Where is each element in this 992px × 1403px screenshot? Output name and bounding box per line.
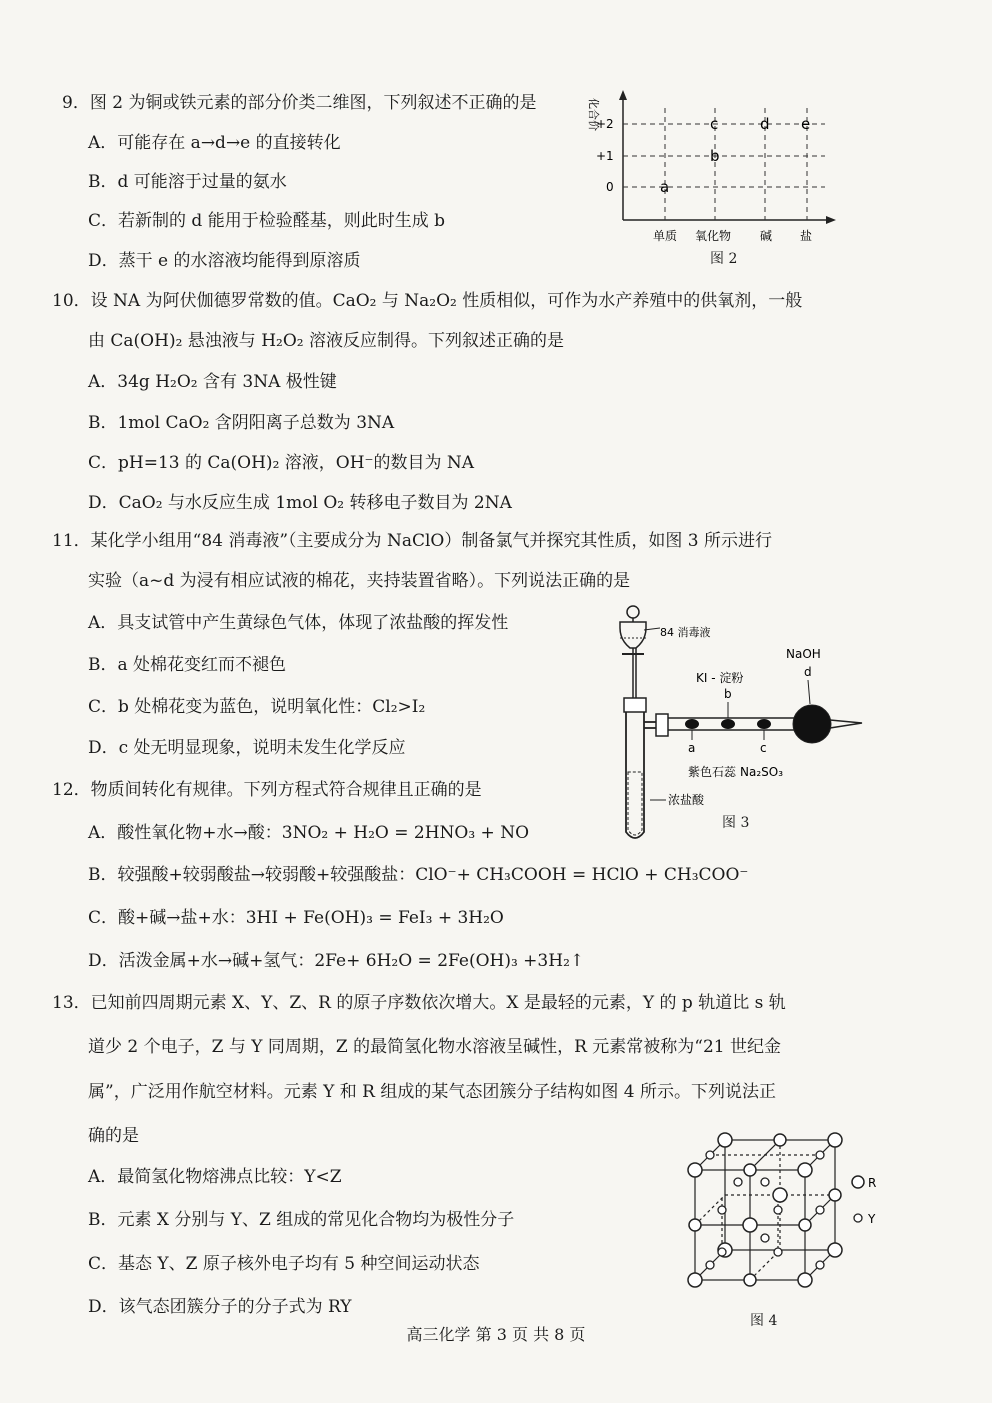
fig3-cotton-c xyxy=(757,719,771,729)
q9-option-a: A．可能存在 a→d→e 的直接转化 xyxy=(88,133,341,153)
fig3-label-na2so3: Na₂SO₃ xyxy=(740,765,784,779)
fig2-y-tick-0: 0 xyxy=(606,180,614,194)
fig2-y-axis-label: 化合价 xyxy=(587,98,600,131)
q13-option-a: A．最简氢化物熔沸点比较：Y<Z xyxy=(88,1167,342,1187)
q10-option-c: C．pH=13 的 Ca(OH)₂ 溶液，OH⁻的数目为 NA xyxy=(88,453,475,473)
figure-3-caption: 图 3 xyxy=(722,815,750,831)
fig2-x-tick-oxide: 氧化物 xyxy=(695,229,732,243)
fig2-point-e: e xyxy=(801,115,811,133)
q12-stem: 12．物质间转化有规律。下列方程式符合规律且正确的是 xyxy=(52,780,482,800)
fig3-label-a: a xyxy=(688,741,696,755)
q12-option-a: A．酸性氧化物+水→酸：3NO₂ + H₂O = 2HNO₃ + NO xyxy=(88,823,530,843)
fig3-label-ki: KI - 淀粉 xyxy=(696,671,744,685)
fig3-label-litmus: 紫色石蕊 xyxy=(688,765,737,779)
q9-option-c: C．若新制的 d 能用于检验醛基，则此时生成 b xyxy=(88,211,445,231)
fig4-legend-r: R xyxy=(868,1176,877,1190)
q12-option-d: D．活泼金属+水→碱+氢气：2Fe+ 6H₂O = 2Fe(OH)₃ +3H₂↑ xyxy=(88,951,585,971)
q13-option-c: C．基态 Y、Z 原子核外电子均有 5 种空间运动状态 xyxy=(88,1254,480,1274)
fig2-point-c: c xyxy=(710,115,719,133)
figure-4-cluster-structure xyxy=(680,1130,900,1305)
fig3-label-naoh: NaOH xyxy=(786,647,821,661)
q11-stem-line-1: 11．某化学小组用“84 消毒液”（主要成分为 NaClO）制备氯气并探究其性质，如图 3 所示进行 xyxy=(52,531,772,551)
q10-stem-line-2: 由 Ca(OH)₂ 悬浊液与 H₂O₂ 溶液反应制得。下列叙述正确的是 xyxy=(88,331,564,351)
fig3-label-c: c xyxy=(760,741,767,755)
q13-stem-line-2: 道少 2 个电子，Z 与 Y 同周期，Z 的最简氢化物水溶液呈碱性，R 元素常被称为“21 世纪金 xyxy=(88,1037,782,1057)
fig3-cotton-b xyxy=(721,719,735,729)
q10-stem-line-1: 10．设 NA 为阿伏伽德罗常数的值。CaO₂ 与 Na₂O₂ 性质相似，可作为水产养殖中的供氧剂，一般 xyxy=(52,291,803,311)
q13-stem-line-3: 属”，广泛用作航空材料。元素 Y 和 R 组成的某气态团簇分子结构如图 4 所示。下列说法正 xyxy=(88,1082,776,1102)
q12-option-b: B．较强酸+较弱酸盐→较弱酸+较强酸盐：ClO⁻+ CH₃COOH = HClO + CH₃COO⁻ xyxy=(88,865,749,885)
fig3-label-b: b xyxy=(724,687,732,701)
fig2-point-a: a xyxy=(660,178,670,196)
q11-option-c: C．b 处棉花变为蓝色，说明氧化性：Cl₂>I₂ xyxy=(88,697,426,717)
q10-option-d: D．CaO₂ 与水反应生成 1mol O₂ 转移电子数目为 2NA xyxy=(88,493,512,513)
q13-option-d: D．该气态团簇分子的分子式为 RY xyxy=(88,1297,352,1317)
figure-2-valence-class-diagram xyxy=(580,88,840,268)
fig3-label-funnel: 84 消毒液 xyxy=(660,626,711,639)
q9-option-d: D．蒸干 e 的水溶液均能得到原溶质 xyxy=(88,251,361,271)
fig3-label-d: d xyxy=(804,665,812,679)
fig2-y-tick-plus1: +1 xyxy=(596,149,614,163)
fig2-point-d: d xyxy=(760,115,770,133)
fig4-legend-y: Y xyxy=(868,1212,876,1226)
q11-option-a: A．具支试管中产生黄绿色气体，体现了浓盐酸的挥发性 xyxy=(88,613,509,633)
q10-option-a: A．34g H₂O₂ 含有 3NA 极性键 xyxy=(88,372,337,392)
q13-option-b: B．元素 X 分别与 Y、Z 组成的常见化合物均为极性分子 xyxy=(88,1210,515,1230)
figure-4-caption: 图 4 xyxy=(750,1313,778,1329)
fig2-y-tick-plus2: +2 xyxy=(596,117,614,131)
q10-option-b: B．1mol CaO₂ 含阴阳离子总数为 3NA xyxy=(88,413,395,433)
q9-stem: 9．图 2 为铜或铁元素的部分价类二维图，下列叙述不正确的是 xyxy=(62,93,537,113)
q13-stem-line-4: 确的是 xyxy=(88,1126,139,1146)
fig2-x-tick-element: 单质 xyxy=(653,229,678,243)
q12-option-c: C．酸+碱→盐+水：3HI + Fe(OH)₃ = FeI₃ + 3H₂O xyxy=(88,908,504,928)
fig2-x-tick-salt: 盐 xyxy=(800,229,813,243)
fig2-x-tick-base: 碱 xyxy=(760,229,773,243)
q9-option-b: B．d 可能溶于过量的氨水 xyxy=(88,172,287,192)
q13-stem-line-1: 13．已知前四周期元素 X、Y、Z、R 的原子序数依次增大。X 是最轻的元素，Y 的 p 轨道比 s 轨 xyxy=(52,993,786,1013)
q11-option-d: D．c 处无明显现象，说明未发生化学反应 xyxy=(88,738,406,758)
fig3-cotton-d xyxy=(793,705,831,743)
fig2-point-b: b xyxy=(710,147,720,165)
q11-option-b: B．a 处棉花变红而不褪色 xyxy=(88,655,287,675)
fig3-label-hcl: 浓盐酸 xyxy=(668,793,705,807)
fig3-cotton-a xyxy=(685,719,699,729)
q11-stem-line-2: 实验（a~d 为浸有相应试液的棉花，夹持装置省略）。下列说法正确的是 xyxy=(88,571,631,591)
page-footer: 高三化学 第 3 页 共 8 页 xyxy=(406,1325,586,1344)
figure-2-caption: 图 2 xyxy=(710,251,738,267)
